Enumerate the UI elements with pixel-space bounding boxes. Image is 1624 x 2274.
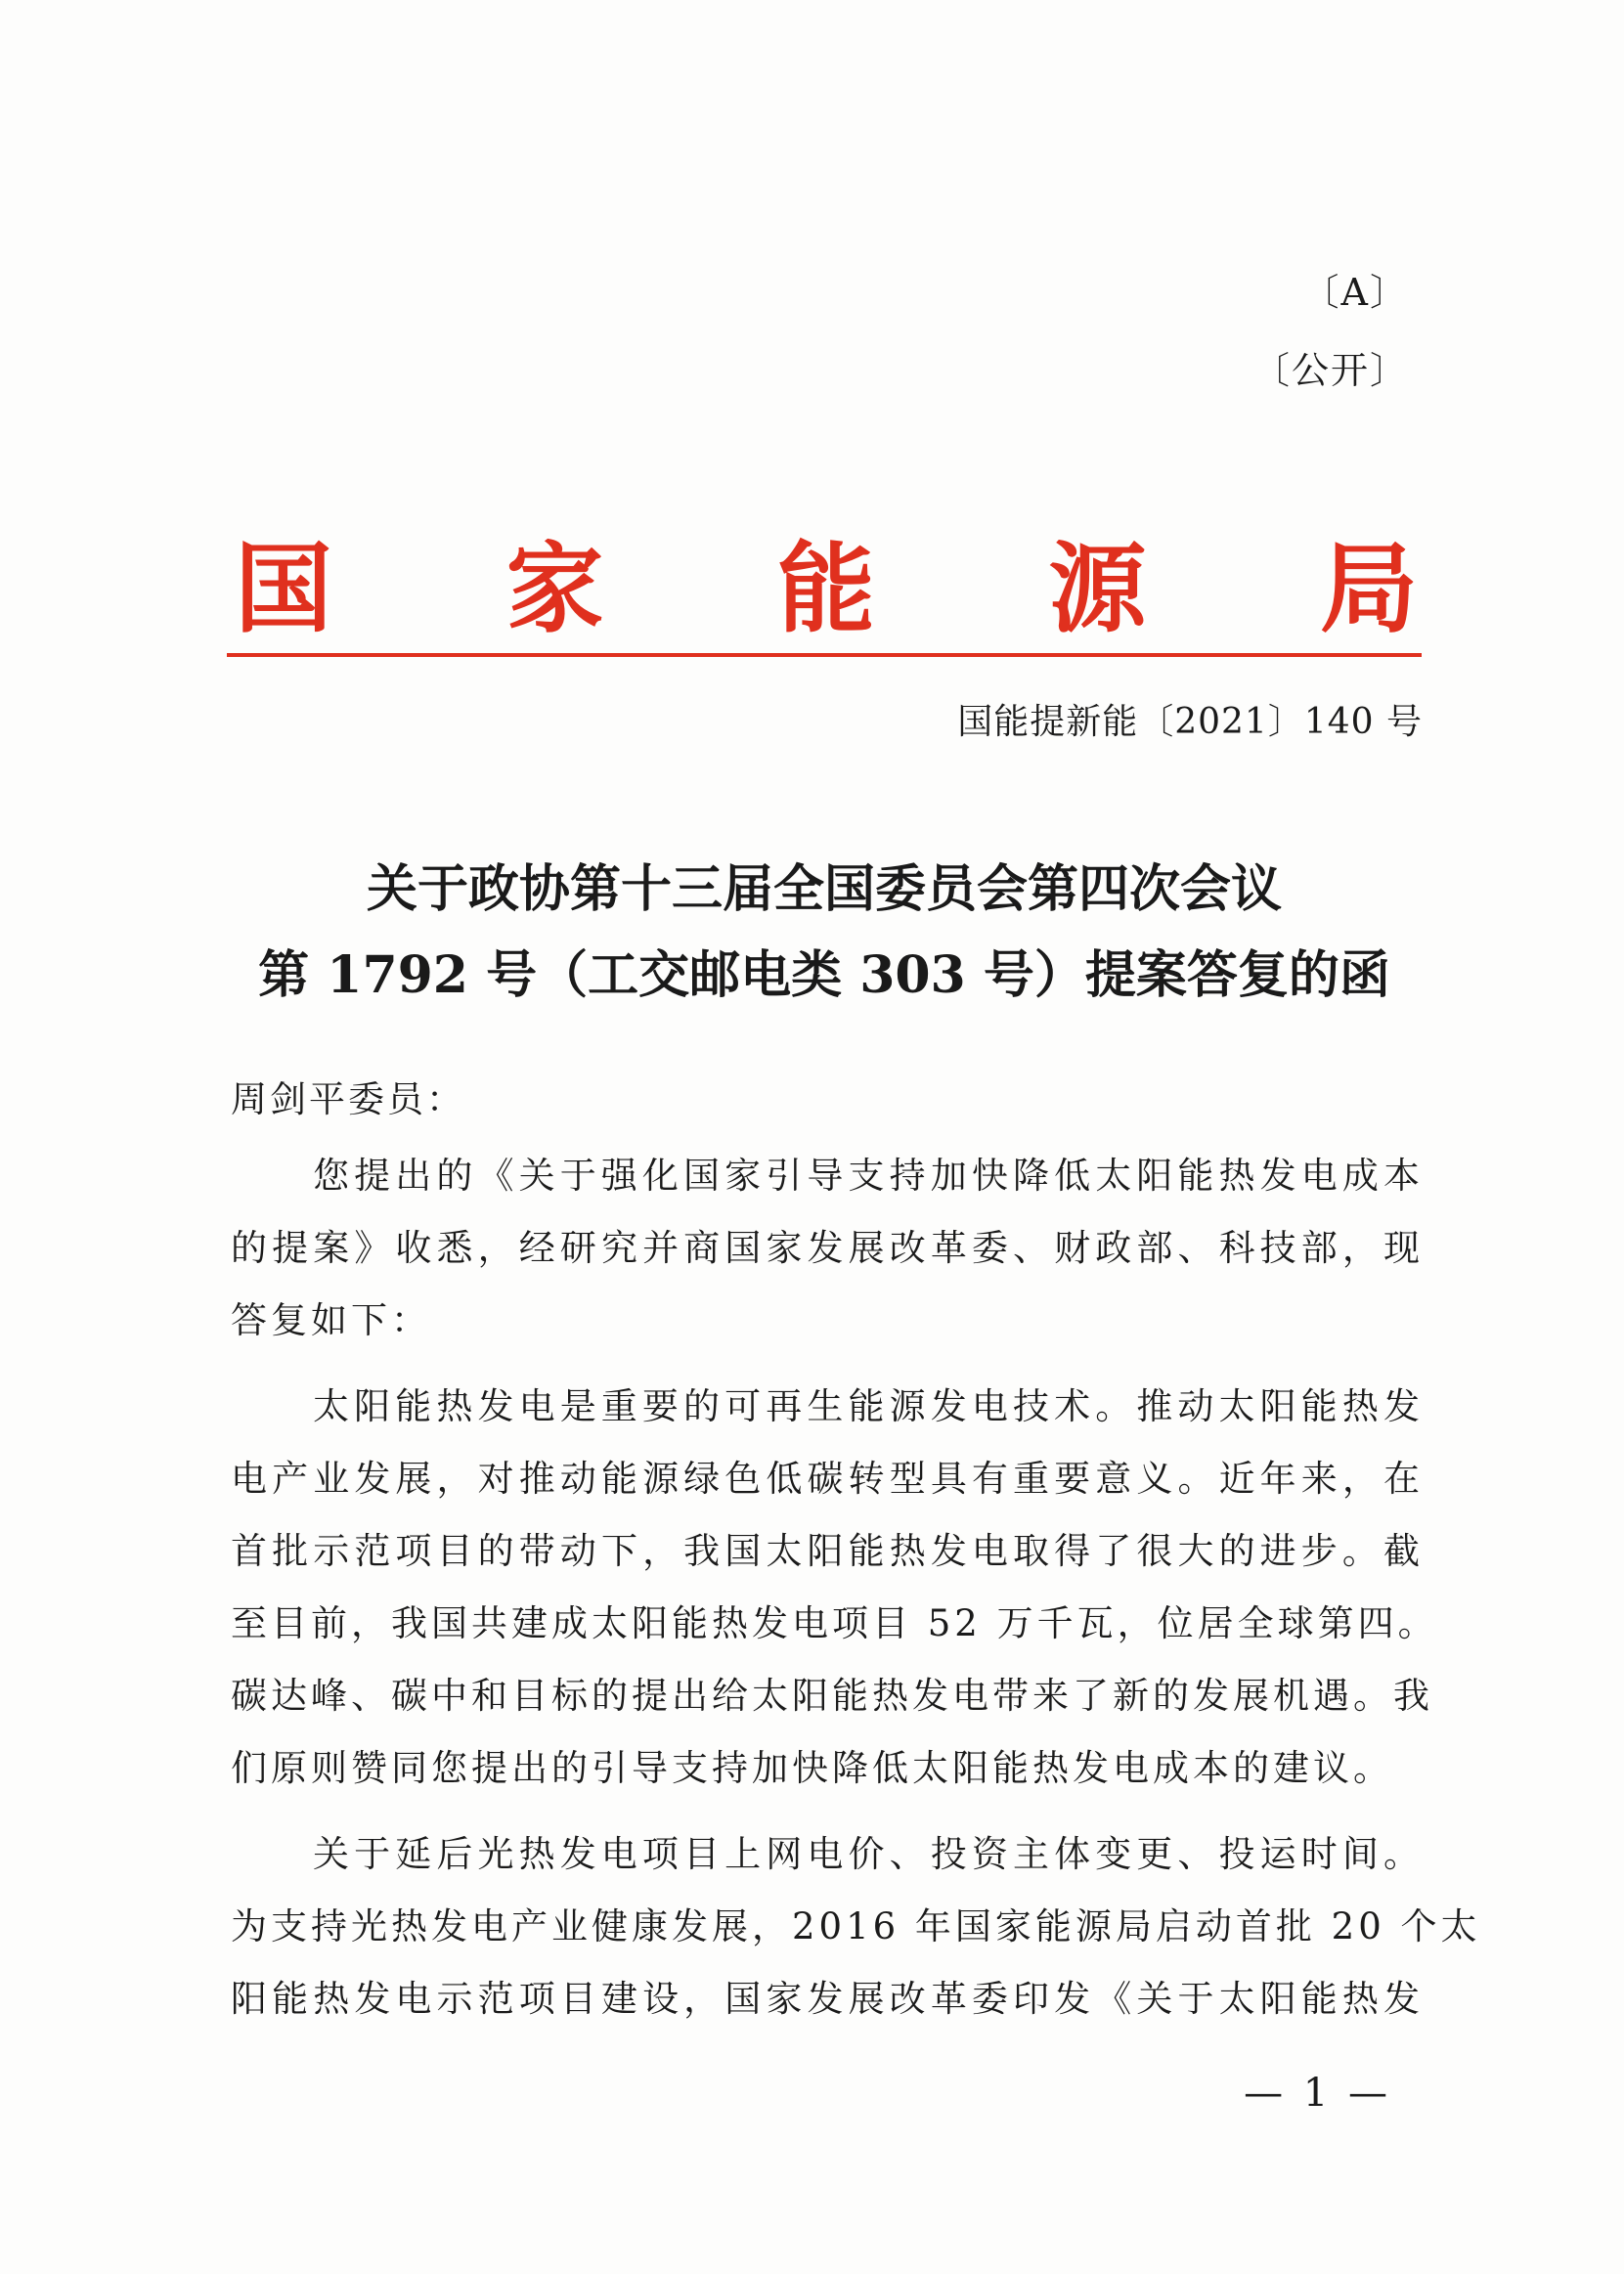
paragraph-line: 阳能热发电示范项目建设，国家发展改革委印发《关于太阳能热发 [231,1978,1424,2020]
paragraph-line: 为支持光热发电产业健康发展，2016 年国家能源局启动首批 20 个太 [231,1905,1481,1947]
document-title-line: 第 1792 号（工交邮电类 303 号）提案答复的函 [258,945,1390,1005]
paragraph-line: 答复如下： [231,1299,431,1341]
paragraph [231,1818,1481,2035]
salutation: 周剑平委员： [231,1078,465,1120]
letter-body [231,1140,1481,2035]
organization-char: 局 [1320,532,1418,646]
paragraph-line: 们原则赞同您提出的引导支持加快降低太阳能热发电成本的建议。 [231,1747,1393,1789]
organization-char: 源 [1048,532,1147,646]
paragraph-line: 电产业发展，对推动能源绿色低碳转型具有重要意义。近年来，在 [231,1458,1424,1500]
organization-char: 家 [505,532,604,646]
document-title [227,847,1422,1019]
paragraph-line: 至目前，我国共建成太阳能热发电项目 52 万千瓦，位居全球第四。 [231,1602,1438,1644]
document-number: 国能提新能〔2021〕140 号 [957,702,1423,742]
paragraph [231,1371,1438,1805]
red-divider-line [227,653,1422,657]
classification-grade: 〔A〕 [1301,271,1409,314]
organization-char: 能 [777,532,875,646]
paragraph-line: 首批示范项目的带动下，我国太阳能热发电取得了很大的进步。截 [231,1530,1424,1572]
paragraph-line: 您提出的《关于强化国家引导支持加快降低太阳能热发电成本 [313,1155,1424,1197]
document-title-line: 关于政协第十三届全国委员会第四次会议 [366,859,1282,919]
classification-disclosure: 〔公开〕 [1251,349,1409,392]
page-number: — 1 — [1244,2071,1391,2116]
paragraph-line: 碳达峰、碳中和目标的提出给太阳能热发电带来了新的发展机遇。我 [231,1675,1433,1717]
paragraph-line: 的提案》收悉，经研究并商国家发展改革委、财政部、科技部，现 [231,1227,1424,1269]
organization-title [235,532,1418,646]
paragraph [231,1140,1424,1357]
paragraph-line: 关于延后光热发电项目上网电价、投资主体变更、投运时间。 [313,1833,1424,1875]
paragraph-line: 太阳能热发电是重要的可再生能源发电技术。推动太阳能热发 [313,1385,1424,1427]
organization-char: 国 [235,532,332,646]
